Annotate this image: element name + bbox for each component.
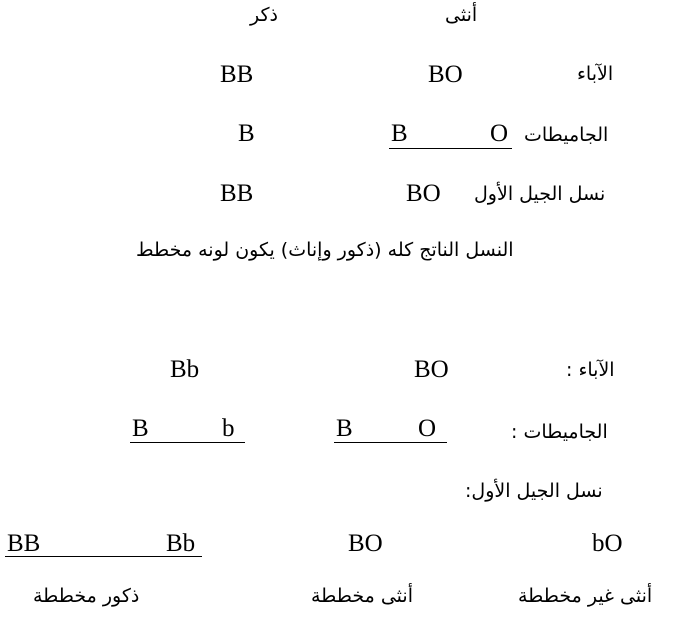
parent-female-genotype: BO [428,61,463,88]
offspring-male-underline [5,556,202,557]
gametes-male-underline-2 [130,442,245,443]
gametes-label: الجاميطات [524,124,609,146]
gamete-female-o: O [490,120,509,147]
gametes-underline [389,148,512,149]
parent-male-genotype: BB [220,61,254,88]
parent-male-genotype-2: Bb [170,356,200,383]
parents-label-2: الآباء : [566,359,615,381]
f1-label-2: نسل الجيل الأول: [465,480,603,502]
offspring-Bb: Bb [166,530,196,557]
f1-female-genotype: BO [406,180,441,207]
gamete-male-b-upper-2: B [132,415,149,442]
parent-female-genotype-2: BO [414,356,449,383]
gamete-female-b-2: B [336,415,353,442]
gamete-female-b: B [391,120,408,147]
phenotype-male-striped: ذكور مخططة [33,585,140,607]
f1-label: نسل الجيل الأول [474,183,606,205]
f1-male-genotype: BB [220,180,254,207]
header-female: أنثى [445,4,478,26]
offspring-BO: BO [348,530,383,557]
parents-label: الآباء [577,63,614,85]
gamete-female-o-2: O [418,415,437,442]
phenotype-female-striped: أنثى مخططة [311,585,413,607]
gametes-label-2: الجاميطات : [511,421,608,443]
header-male: ذكر [250,4,278,26]
gamete-male-b-lower-2: b [222,415,235,442]
conclusion-text: النسل الناتج كله (ذكور وإناث) يكون لونه مخطط [136,239,514,261]
offspring-bO: bO [592,530,623,557]
gametes-female-underline-2 [334,442,447,443]
offspring-BB: BB [7,530,41,557]
phenotype-female-unstriped: أنثى غير مخططة [518,585,653,607]
gamete-male-b: B [238,120,255,147]
